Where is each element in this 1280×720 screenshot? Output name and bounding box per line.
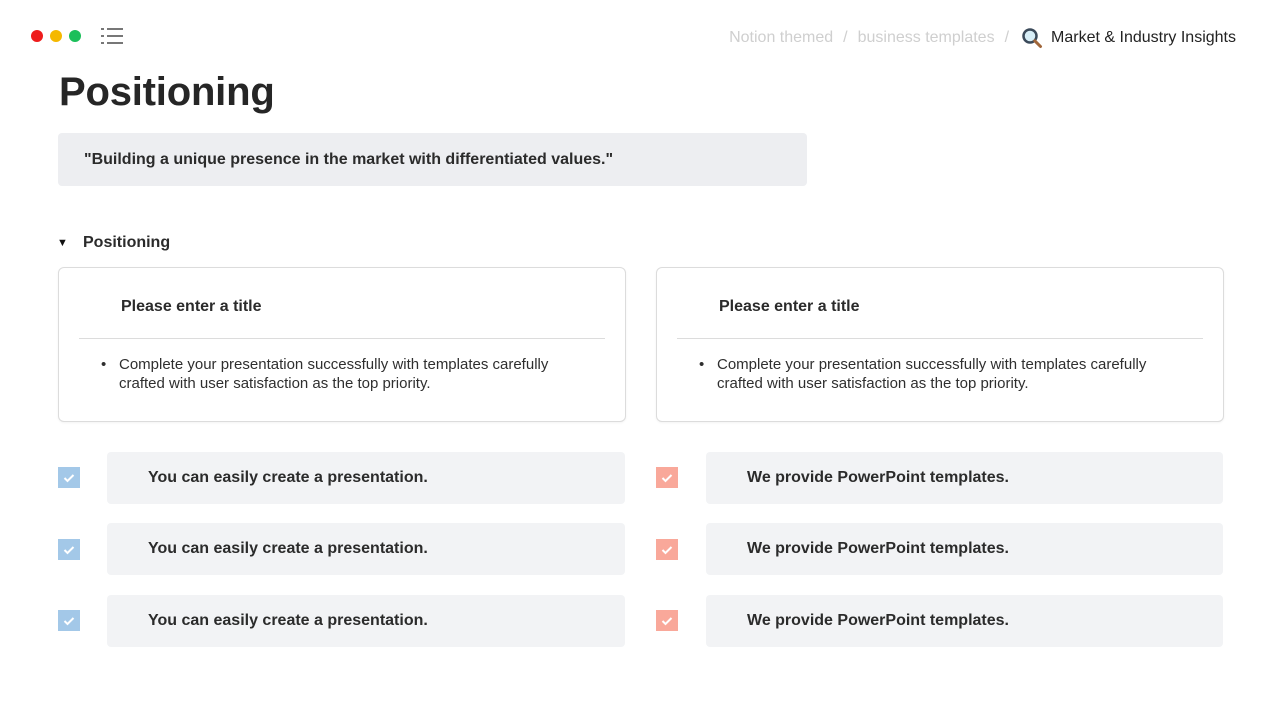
checkmark-icon: [63, 473, 75, 483]
checkmark-icon: [661, 545, 673, 555]
card-bullet-item: [699, 355, 1189, 393]
bullet-icon: •: [699, 356, 705, 373]
breadcrumb-item-business-templates[interactable]: business templates: [857, 29, 995, 46]
close-window-button[interactable]: [31, 30, 43, 42]
checklist-item[interactable]: We provide PowerPoint templates.: [706, 523, 1223, 575]
card-divider: [677, 338, 1203, 339]
checkbox-checked[interactable]: [656, 467, 678, 488]
card-bullet-item: [101, 355, 591, 393]
checkmark-icon: [661, 616, 673, 626]
card-divider: [79, 338, 605, 339]
positioning-toggle[interactable]: [57, 234, 170, 252]
checklist-item[interactable]: You can easily create a presentation.: [107, 595, 625, 647]
bullet-icon: •: [101, 356, 107, 373]
checkbox-checked[interactable]: [656, 610, 678, 631]
info-card: [58, 267, 626, 422]
card-bullet-text: Complete your presentation successfully with templates carefully crafted with user satisfaction as the top priority.: [717, 356, 1147, 392]
info-card: [656, 267, 1224, 422]
minimize-window-button[interactable]: [50, 30, 62, 42]
checkbox-checked[interactable]: [656, 539, 678, 560]
maximize-window-button[interactable]: [69, 30, 81, 42]
breadcrumb: [729, 27, 1236, 49]
checklist-item[interactable]: You can easily create a presentation.: [107, 523, 625, 575]
card-title[interactable]: Please enter a title: [719, 298, 860, 315]
list-menu-icon[interactable]: [101, 27, 123, 45]
breadcrumb-separator: /: [843, 29, 848, 46]
checkbox-checked[interactable]: [58, 467, 80, 488]
checkmark-icon: [63, 616, 75, 626]
checklist-item[interactable]: We provide PowerPoint templates.: [706, 452, 1223, 504]
checkmark-icon: [63, 545, 75, 555]
checkbox-checked[interactable]: [58, 610, 80, 631]
quote-callout: [58, 133, 807, 186]
card-title[interactable]: Please enter a title: [121, 298, 262, 315]
card-bullet-text: Complete your presentation successfully with templates carefully crafted with user satisfaction as the top priority.: [119, 356, 549, 392]
breadcrumb-separator: /: [1004, 29, 1010, 46]
search-icon: [1021, 27, 1043, 49]
checklist-item[interactable]: You can easily create a presentation.: [107, 452, 625, 504]
window-controls: [31, 30, 81, 42]
checklist-item[interactable]: We provide PowerPoint templates.: [706, 595, 1223, 647]
breadcrumb-current-page: Market & Industry Insights: [1051, 29, 1236, 46]
toggle-label: Positioning: [83, 234, 171, 251]
triangle-down-icon[interactable]: ▼: [57, 237, 68, 249]
checkbox-checked[interactable]: [58, 539, 80, 560]
page-title: Positioning: [59, 70, 275, 114]
checkmark-icon: [661, 473, 673, 483]
breadcrumb-item-notion-themed[interactable]: Notion themed: [729, 29, 834, 46]
quote-text: "Building a unique presence in the market with differentiated values.": [84, 150, 614, 168]
